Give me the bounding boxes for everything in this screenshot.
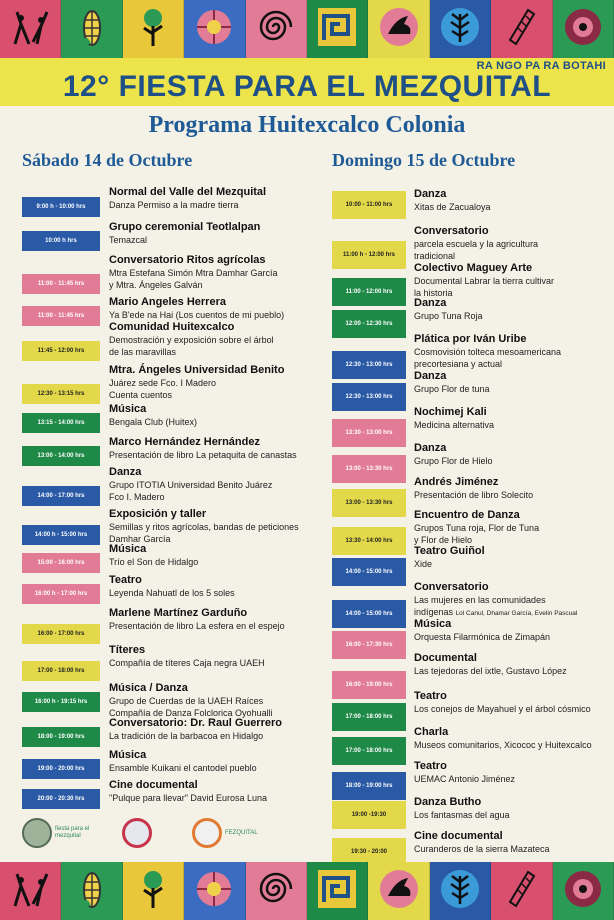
sponsor-label: fiesta para el mezquital — [55, 826, 90, 839]
dancers-icon — [7, 866, 53, 917]
event-title: Danza — [414, 370, 447, 382]
event-info — [414, 618, 607, 643]
sponsor — [22, 818, 105, 848]
event-description-main: indígenas — [414, 607, 454, 617]
event-info — [109, 186, 317, 211]
time-badge: 12:30 - 13:00 hrs — [332, 383, 406, 411]
event-description: Damhar García — [109, 534, 171, 544]
event-info — [414, 545, 607, 570]
time-badge: 17:00 - 18:00 hrs — [332, 703, 406, 731]
header-banner — [0, 58, 614, 106]
sun-icon — [560, 4, 606, 55]
mezquite-icon — [130, 4, 176, 55]
event-description: Danza Permiso a la madre tierra — [109, 200, 239, 210]
event-info — [109, 466, 317, 503]
event-description: precortesiana y actual — [414, 359, 503, 369]
event-title: Conversatorio — [414, 581, 489, 593]
event-info — [414, 726, 607, 751]
band-tile — [246, 862, 307, 920]
program-title: Programa Huitexcalco Colonia — [148, 112, 466, 138]
event-description: Presentación de libro La esfera en el espejo — [109, 621, 285, 631]
sponsor — [122, 818, 152, 848]
event-title: Charla — [414, 726, 449, 738]
event-description: Temazcal — [109, 235, 148, 245]
event-info — [414, 581, 607, 620]
time-badge: 13:30 - 13:00 hrs — [332, 419, 406, 447]
time-badge: 11:00 h - 12:00 hrs — [332, 241, 406, 269]
event-info — [414, 652, 607, 677]
event-info — [414, 830, 607, 855]
event-info — [109, 296, 317, 321]
fiesta-para-el-mezquital-logo — [22, 818, 52, 848]
event-info — [109, 607, 317, 632]
event-description: tradicional — [414, 251, 456, 261]
event-title: Normal del Valle del Mezquital — [109, 186, 267, 198]
sun-icon — [560, 866, 606, 917]
event-description: Presentación de libro Solecito — [414, 490, 534, 500]
event-description: Grupo ITOTIA Universidad Benito Juárez — [109, 480, 273, 490]
event-info — [109, 403, 317, 428]
time-badge: 11:00 - 11:45 hrs — [22, 306, 100, 326]
event-description: Semillas y ritos agrícolas, bandas de peticiones — [109, 522, 299, 532]
event-description: Cosmovisión tolteca mesoamericana — [414, 347, 562, 357]
event-title: Música — [109, 543, 147, 555]
corn-icon — [69, 4, 115, 55]
event-info — [109, 364, 317, 401]
top-decorative-band — [0, 0, 614, 58]
event-info — [109, 644, 317, 669]
time-badge: 11:00 - 12:00 hrs — [332, 278, 406, 306]
band-tile — [123, 862, 184, 920]
time-badge: 19:00 - 20:00 hrs — [22, 759, 100, 779]
event-description: Las tejedoras del ixtle, Gustavo López — [414, 666, 567, 676]
event-description: La tradición de la barbacoa en Hidalgo — [109, 731, 264, 741]
time-badge: 16:00 - 17:00 hrs — [22, 624, 100, 644]
band-tile — [430, 862, 491, 920]
event-title: Exposición y taller — [109, 508, 207, 520]
event-info — [109, 508, 317, 545]
time-badge: 13:00 - 14:00 hrs — [22, 446, 100, 466]
event-description: Grupo Flor de Hielo — [414, 456, 493, 466]
time-badge: 17:00 - 18:00 hrs — [332, 737, 406, 765]
page-title: 12° FIESTA PARA EL MEZQUITAL — [62, 70, 552, 103]
bottom-decorative-band — [0, 862, 614, 920]
event-description: Mtra Estefana Simón Mtra Damhar García — [109, 268, 278, 278]
event-description: UEMAC Antonio Jiménez — [414, 774, 516, 784]
event-description: Compañía de Danza Folclorica Oyohualli — [109, 708, 273, 718]
event-info — [414, 333, 607, 370]
time-badge: 14:00 - 15:00 hrs — [332, 558, 406, 586]
event-description: Los conejos de Mayahuel y el árbol cósmico — [414, 704, 591, 714]
event-info — [109, 779, 317, 804]
band-tile — [368, 862, 429, 920]
time-badge: 12:30 - 13:00 hrs — [332, 351, 406, 379]
fret-icon — [314, 866, 360, 917]
event-info — [414, 406, 607, 431]
time-badge: 19:00 -19:30 — [332, 801, 406, 829]
event-title: Cine documental — [109, 779, 198, 791]
band-tile — [307, 0, 368, 58]
time-badge: 11:00 - 11:45 hrs — [22, 274, 100, 294]
event-description: Documental Labrar la tierra cultivar — [414, 276, 555, 286]
sunday-heading: Domingo 15 de Octubre — [332, 150, 516, 170]
event-title: Música / Danza — [109, 682, 188, 694]
event-info — [414, 370, 607, 395]
time-badge: 14:00 h - 15:00 hrs — [22, 525, 100, 545]
time-badge: 13:00 - 13:30 hrs — [332, 489, 406, 517]
event-description: Fco I. Madero — [109, 492, 165, 502]
bird-icon — [376, 866, 422, 917]
time-badge: 18:00 - 19:00 hrs — [22, 727, 100, 747]
event-title: Títeres — [109, 644, 146, 656]
event-info — [414, 796, 607, 821]
event-description: Grupo de Cuerdas de la UAEH Raíces — [109, 696, 264, 706]
bird-icon — [376, 4, 422, 55]
event-title: Danza — [109, 466, 142, 478]
dancers-icon — [7, 4, 53, 55]
event-title: Cine documental — [414, 830, 503, 842]
event-info — [109, 254, 317, 291]
pottery-icon — [498, 4, 544, 55]
pottery-icon — [498, 866, 544, 917]
event-description: Bengala Club (Huitex) — [109, 417, 198, 427]
event-title: Andrés Jiménez — [414, 476, 499, 488]
event-title: Danza — [414, 297, 447, 309]
event-title: Danza — [414, 188, 447, 200]
time-badge: 12:00 - 12:30 hrs — [332, 310, 406, 338]
band-tile — [0, 0, 61, 58]
time-badge: 13:30 - 14:00 hrs — [332, 527, 406, 555]
time-badge: 15:00 - 16:00 hrs — [22, 553, 100, 573]
time-badge: 16:00 h - 17:00 hrs — [22, 584, 100, 604]
time-badge: 13:15 - 14:00 hrs — [22, 413, 100, 433]
event-info — [414, 188, 607, 213]
event-info — [109, 321, 317, 358]
event-description: Compañía de títeres Caja negra UAEH — [109, 658, 265, 668]
event-title: Mario Angeles Herrera — [109, 296, 226, 308]
event-description: Las mujeres en las comunidades — [414, 595, 546, 605]
spiral-icon — [253, 4, 299, 55]
event-description: Leyenda Nahuatl de los 5 soles — [109, 588, 235, 598]
band-tile — [184, 0, 245, 58]
event-title: Música — [109, 403, 147, 415]
flower-icon — [191, 4, 237, 55]
event-description: Xide — [414, 559, 433, 569]
corn-icon — [69, 866, 115, 917]
event-title: Teatro Guiñol — [414, 545, 485, 557]
event-info — [414, 509, 607, 546]
fezquital-logo — [192, 818, 222, 848]
event-description: Xitas de Zacualoya — [414, 202, 491, 212]
event-info — [109, 574, 317, 599]
event-description: Grupo Tuna Roja — [414, 311, 483, 321]
tree-icon — [437, 866, 483, 917]
event-description: Ya B'ede na Hai (Los cuentos de mi pueblo) — [109, 310, 285, 320]
band-tile — [184, 862, 245, 920]
time-badge: 14:00 - 17:00 hrs — [22, 486, 100, 506]
event-title: Comunidad Huitexcalco — [109, 321, 235, 333]
event-participants: Lol Canul, Dhamar García, Evelin Pascual — [455, 610, 578, 617]
time-badge: 12:30 - 13:15 hrs — [22, 384, 100, 404]
event-description: Curanderos de la sierra Mazateca — [414, 844, 550, 854]
event-title: Danza Butho — [414, 796, 482, 808]
event-info — [414, 442, 607, 467]
event-title: Plática por Iván Uribe — [414, 333, 527, 345]
event-description: Medicina alternativa — [414, 420, 495, 430]
event-title: Marco Hernández Hernández — [109, 436, 260, 448]
event-title: Danza — [414, 442, 447, 454]
event-title: Teatro — [414, 760, 447, 772]
sponsor-logos — [22, 818, 312, 856]
event-info — [414, 225, 607, 262]
band-tile — [307, 862, 368, 920]
band-tile — [61, 0, 122, 58]
time-badge: 16:00 - 19:00 hrs — [332, 671, 406, 699]
fret-icon — [314, 4, 360, 55]
event-title: Colectivo Maguey Arte — [414, 262, 533, 274]
event-title: Nochimej Kali — [414, 406, 487, 418]
event-title: Documental — [414, 652, 477, 664]
band-tile — [491, 862, 552, 920]
event-description: Ensamble Kuikani el cantodel pueblo — [109, 763, 257, 773]
time-badge: 18:00 - 19:00 hrs — [332, 772, 406, 800]
event-info — [414, 690, 607, 715]
event-title: Mtra. Ángeles Universidad Benito — [109, 364, 285, 376]
event-title: Grupo ceremonial Teotlalpan — [109, 221, 261, 233]
event-description: de las maravillas — [109, 347, 177, 357]
event-title: Conversatorio Ritos agrícolas — [109, 254, 266, 266]
event-description: Demostración y exposición sobre el árbol — [109, 335, 274, 345]
event-title: Conversatorio — [414, 225, 489, 237]
band-tile — [553, 0, 614, 58]
event-info — [109, 749, 317, 774]
event-description: y Flor de Hielo — [414, 535, 473, 545]
time-badge: 10:00 - 11:00 hrs — [332, 191, 406, 219]
event-info — [109, 543, 317, 568]
event-description: Trío el Son de Hidalgo — [109, 557, 199, 567]
sponsor — [192, 818, 275, 848]
band-tile — [368, 0, 429, 58]
tree-icon — [437, 4, 483, 55]
event-info — [414, 476, 607, 501]
time-badge: 20:00 - 20:30 hrs — [22, 789, 100, 809]
header-subtitle: RA NGO PA RA BOTAHI — [476, 60, 606, 72]
event-description: la historia — [414, 288, 453, 298]
event-description: Presentación de libro La petaquita de canastas — [109, 450, 297, 460]
time-badge: 16:00 h - 19:15 hrs — [22, 692, 100, 712]
time-badge: 13:00 - 13:30 hrs — [332, 455, 406, 483]
institution-seal-logo — [122, 818, 152, 848]
event-description: Grupo Flor de tuna — [414, 384, 490, 394]
event-title: Encuentro de Danza — [414, 509, 520, 521]
time-badge: 17:00 - 18:00 hrs — [22, 661, 100, 681]
saturday-heading: Sábado 14 de Octubre — [22, 150, 193, 170]
time-badge: 14:00 - 15:00 hrs — [332, 600, 406, 628]
event-description: "Pulque para llevar" David Eurosa Luna — [109, 793, 267, 803]
spiral-icon — [253, 866, 299, 917]
event-description: Los fantasmas del agua — [414, 810, 510, 820]
band-tile — [61, 862, 122, 920]
time-badge: 11:45 - 12:00 hrs — [22, 341, 100, 361]
event-info — [414, 297, 607, 322]
event-title: Marlene Martínez Garduño — [109, 607, 248, 619]
event-description: parcela escuela y la agricultura — [414, 239, 539, 249]
band-tile — [0, 862, 61, 920]
event-info — [109, 682, 317, 719]
event-description: Juárez sede Fco. I Madero — [109, 378, 217, 388]
band-tile — [553, 862, 614, 920]
event-description: Orquesta Filarmónica de Zimapán — [414, 632, 551, 642]
event-description: Grupos Tuna roja, Flor de Tuna — [414, 523, 540, 533]
event-title: Música — [414, 618, 452, 630]
event-description: Cuenta cuentos — [109, 390, 173, 400]
event-description: Museos comunitarios, Xicococ y Huitexcalco — [414, 740, 592, 750]
flower-icon — [191, 866, 237, 917]
event-info — [109, 436, 317, 461]
event-title: Teatro — [109, 574, 142, 586]
event-info — [109, 717, 317, 742]
band-tile — [246, 0, 307, 58]
band-tile — [123, 0, 184, 58]
event-title: Teatro — [414, 690, 447, 702]
time-badge: 10:00 h hrs — [22, 231, 100, 251]
sponsor-label: FEZQUITAL — [225, 829, 258, 836]
event-info — [109, 221, 317, 246]
event-info — [414, 262, 607, 299]
time-badge: 19:30 - 20:00 — [332, 838, 406, 866]
event-description: y Mtra. Ángeles Galván — [109, 280, 203, 290]
event-title: Conversatorio: Dr. Raul Guerrero — [109, 717, 282, 729]
event-title: Música — [109, 749, 147, 761]
time-badge: 16:00 - 17:30 hrs — [332, 631, 406, 659]
band-tile — [491, 0, 552, 58]
event-info — [414, 760, 607, 785]
band-tile — [430, 0, 491, 58]
time-badge: 9:00 h - 10:00 hrs — [22, 197, 100, 217]
mezquite-icon — [130, 866, 176, 917]
